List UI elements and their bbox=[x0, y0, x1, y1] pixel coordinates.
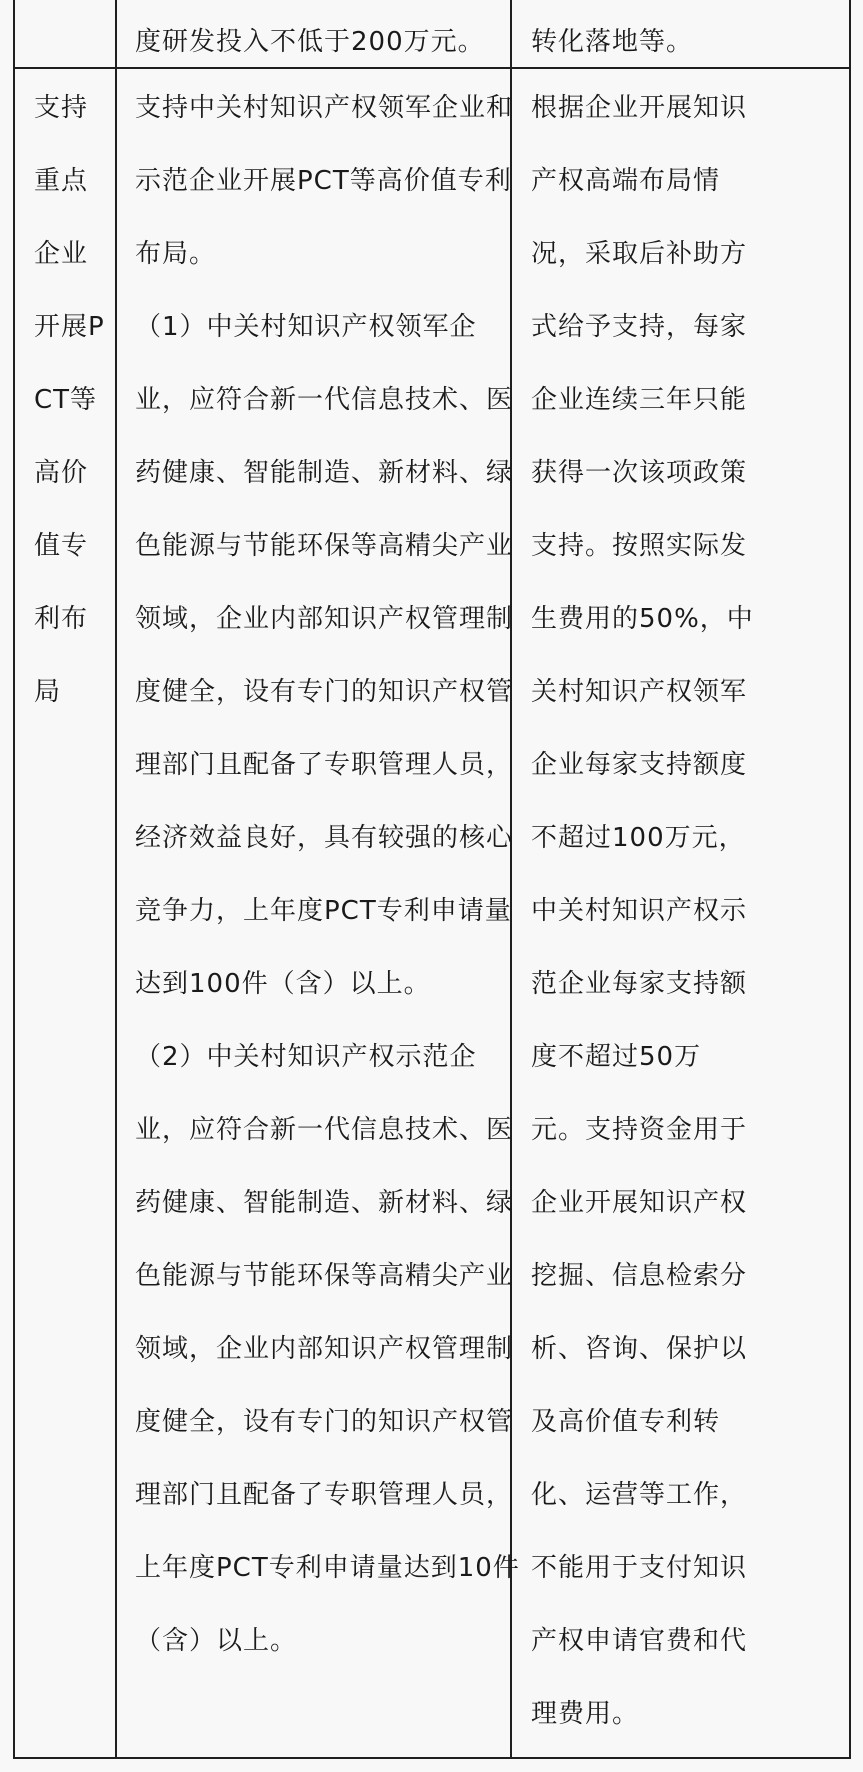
support-method-line: 元。支持资金用于 bbox=[531, 1115, 748, 1145]
row-divider bbox=[15, 67, 849, 69]
support-method-line: 关村知识产权领军 bbox=[531, 677, 748, 707]
requirements-line: 业，应符合新一代信息技术、医 bbox=[135, 385, 514, 415]
requirements-cell bbox=[135, 72, 520, 1678]
column-divider-left bbox=[115, 0, 117, 1757]
category-line: 利布 bbox=[34, 604, 89, 634]
requirements-line: 色能源与节能环保等高精尖产业 bbox=[135, 1261, 514, 1291]
support-method-line: 获得一次该项政策 bbox=[531, 458, 748, 488]
support-method-line: 及高价值专利转 bbox=[531, 1407, 721, 1437]
requirements-line: 经济效益良好，具有较强的核心 bbox=[135, 823, 514, 853]
top-row-right-cell bbox=[531, 17, 693, 67]
requirements-line: 色能源与节能环保等高精尖产业 bbox=[135, 531, 514, 561]
category-line: CT等 bbox=[34, 385, 98, 415]
category-line: 局 bbox=[34, 677, 62, 707]
top-row-right-text: 转化落地等。 bbox=[531, 27, 694, 57]
requirements-line: 业，应符合新一代信息技术、医 bbox=[135, 1115, 514, 1145]
support-method-line: 化、运营等工作， bbox=[531, 1480, 748, 1510]
support-method-line: 根据企业开展知识 bbox=[531, 93, 748, 123]
category-line: 值专 bbox=[34, 531, 89, 561]
category-line: 高价 bbox=[34, 458, 89, 488]
requirements-line: 度健全，设有专门的知识产权管 bbox=[135, 1407, 514, 1437]
requirements-line: 药健康、智能制造、新材料、绿 bbox=[135, 1188, 514, 1218]
requirements-line: 理部门且配备了专职管理人员， bbox=[135, 1480, 514, 1510]
category-line: 支持 bbox=[34, 93, 89, 123]
category-line: 开展P bbox=[34, 312, 105, 342]
requirements-line: （1）中关村知识产权领军企 bbox=[135, 312, 477, 342]
support-method-line: 况，采取后补助方 bbox=[531, 239, 748, 269]
support-method-line: 不超过100万元， bbox=[531, 823, 746, 853]
support-method-line: 企业开展知识产权 bbox=[531, 1188, 748, 1218]
top-row-mid-cell bbox=[135, 17, 485, 67]
requirements-line: 理部门且配备了专职管理人员， bbox=[135, 750, 514, 780]
support-method-line: 企业连续三年只能 bbox=[531, 385, 748, 415]
requirements-line: 度健全，设有专门的知识产权管 bbox=[135, 677, 514, 707]
support-method-line: 理费用。 bbox=[531, 1699, 640, 1729]
policy-table bbox=[13, 0, 851, 1759]
support-method-cell bbox=[531, 72, 754, 1751]
support-method-line: 度不超过50万 bbox=[531, 1042, 702, 1072]
requirements-line: 领域，企业内部知识产权管理制 bbox=[135, 1334, 514, 1364]
requirements-line: 支持中关村知识产权领军企业和 bbox=[135, 93, 514, 123]
top-row-mid-text: 度研发投入不低于200万元。 bbox=[135, 27, 485, 57]
support-method-line: 挖掘、信息检索分 bbox=[531, 1261, 748, 1291]
support-method-line: 析、咨询、保护以 bbox=[531, 1334, 748, 1364]
category-line: 重点 bbox=[34, 166, 89, 196]
category-line: 企业 bbox=[34, 239, 89, 269]
requirements-line: （2）中关村知识产权示范企 bbox=[135, 1042, 477, 1072]
requirements-line: 领域，企业内部知识产权管理制 bbox=[135, 604, 514, 634]
support-method-line: 范企业每家支持额 bbox=[531, 969, 748, 999]
support-method-line: 生费用的50%，中 bbox=[531, 604, 754, 634]
requirements-line: 竞争力，上年度PCT专利申请量 bbox=[135, 896, 512, 926]
support-method-line: 企业每家支持额度 bbox=[531, 750, 748, 780]
category-cell bbox=[34, 72, 105, 729]
support-method-line: 产权高端布局情 bbox=[531, 166, 721, 196]
requirements-line: 布局。 bbox=[135, 239, 217, 269]
support-method-line: 支持。按照实际发 bbox=[531, 531, 748, 561]
requirements-line: （含）以上。 bbox=[135, 1626, 298, 1656]
support-method-line: 式给予支持，每家 bbox=[531, 312, 748, 342]
requirements-line: 达到100件（含）以上。 bbox=[135, 969, 431, 999]
requirements-line: 上年度PCT专利申请量达到10件 bbox=[135, 1553, 520, 1583]
requirements-line: 药健康、智能制造、新材料、绿 bbox=[135, 458, 514, 488]
support-method-line: 中关村知识产权示 bbox=[531, 896, 748, 926]
requirements-line: 示范企业开展PCT等高价值专利 bbox=[135, 166, 512, 196]
support-method-line: 不能用于支付知识 bbox=[531, 1553, 748, 1583]
support-method-line: 产权申请官费和代 bbox=[531, 1626, 748, 1656]
